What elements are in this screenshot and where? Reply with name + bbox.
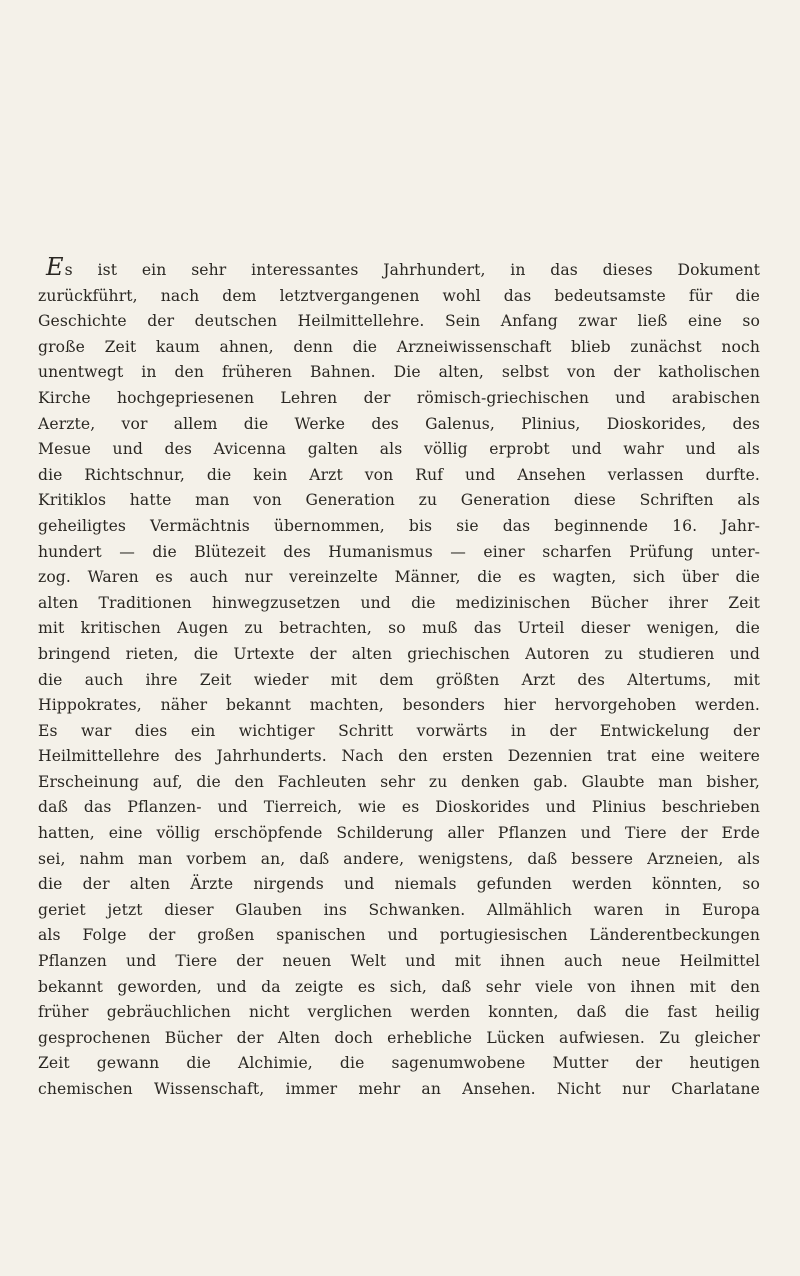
text-line-30: früher gebräuchlichen nicht verglichen werden konnten, daß die fast heilig xyxy=(38,1003,760,1022)
text-line-17: die auch ihre Zeit wieder mit dem größten Arzt des Altertums, mit xyxy=(38,670,760,689)
text-line-8: Mesue und des Avicenna galten als völlig erprobt und wahr und als xyxy=(38,440,760,459)
text-line-6: Kirche hochgepriesenen Lehren der römisch-griechischen und arabischen xyxy=(38,388,760,407)
text-line-2: zurückführt, nach dem letztvergangenen wohl das bedeutsamste für die xyxy=(38,286,760,305)
text-line-15: mit kritischen Augen zu betrachten, so muß das Urteil dieser wenigen, die xyxy=(38,619,760,638)
text-line-11: geheiligtes Vermächtnis übernommen, bis sie das beginnende 16. Jahr- xyxy=(38,516,760,535)
text-line-27: als Folge der großen spanischen und portugiesischen Länderentbeckungen xyxy=(38,926,760,945)
text-line-20: Heilmittellehre des Jahrhunderts. Nach den ersten Dezennien trat eine weitere xyxy=(38,747,760,766)
text-line-5: unentwegt in den früheren Bahnen. Die alten, selbst von der katholischen xyxy=(38,363,760,382)
text-line-3: Geschichte der deutschen Heilmittellehre. Sein Anfang zwar ließ eine so xyxy=(38,312,760,331)
text-line-1 xyxy=(38,253,760,284)
text-line-13: zog. Waren es auch nur vereinzelte Männer, die es wagten, sich über die xyxy=(38,568,760,587)
text-line-21: Erscheinung auf, die den Fachleuten sehr zu denken gab. Glaubte man bisher, xyxy=(38,772,760,791)
text-line-32: Zeit gewann die Alchimie, die sagenumwobene Mutter der heutigen xyxy=(38,1054,760,1073)
text-line-23: hatten, eine völlig erschöpfende Schilderung aller Pflanzen und Tiere der Erde xyxy=(38,824,760,843)
text-line-7: Aerzte, vor allem die Werke des Galenus, Plinius, Dioskorides, des xyxy=(38,414,760,433)
text-line-19: Es war dies ein wichtiger Schritt vorwärts in der Entwickelung der xyxy=(38,721,760,740)
text-line-18: Hippokrates, näher bekannt machten, besonders hier hervorgehoben werden. xyxy=(38,696,760,715)
text-line-12: hundert — die Blütezeit des Humanismus — einer scharfen Prüfung unter- xyxy=(38,542,760,561)
dropcap: E xyxy=(46,253,64,281)
first-line-text: s ist ein sehr interessantes Jahrhundert, in das dieses Dokument xyxy=(64,261,760,279)
text-line-9: die Richtschnur, die kein Arzt von Ruf und Ansehen verlassen durfte. xyxy=(38,465,760,484)
text-page xyxy=(38,253,760,1103)
text-line-31: gesprochenen Bücher der Alten doch erhebliche Lücken aufwiesen. Zu gleicher xyxy=(38,1028,760,1047)
text-line-29: bekannt geworden, und da zeigte es sich, daß sehr viele von ihnen mit den xyxy=(38,977,760,996)
text-line-24: sei, nahm man vorbem an, daß andere, wenigstens, daß bessere Arzneien, als xyxy=(38,849,760,868)
text-line-33: chemischen Wissenschaft, immer mehr an Ansehen. Nicht nur Charlatane xyxy=(38,1080,760,1098)
text-line-10: Kritiklos hatte man von Generation zu Generation diese Schriften als xyxy=(38,491,760,510)
text-line-16: bringend rieten, die Urtexte der alten griechischen Autoren zu studieren und xyxy=(38,644,760,663)
text-line-26: geriet jetzt dieser Glauben ins Schwanken. Allmählich waren in Europa xyxy=(38,900,760,919)
text-line-28: Pflanzen und Tiere der neuen Welt und mit ihnen auch neue Heilmittel xyxy=(38,952,760,971)
text-line-25: die der alten Ärzte nirgends und niemals gefunden werden könnten, so xyxy=(38,875,760,894)
text-line-14: alten Traditionen hinwegzusetzen und die medizinischen Bücher ihrer Zeit xyxy=(38,593,760,612)
text-line-4: große Zeit kaum ahnen, denn die Arzneiwissenschaft blieb zunächst noch xyxy=(38,337,760,356)
text-line-22: daß das Pflanzen- und Tierreich, wie es Dioskorides und Plinius beschrieben xyxy=(38,798,760,817)
